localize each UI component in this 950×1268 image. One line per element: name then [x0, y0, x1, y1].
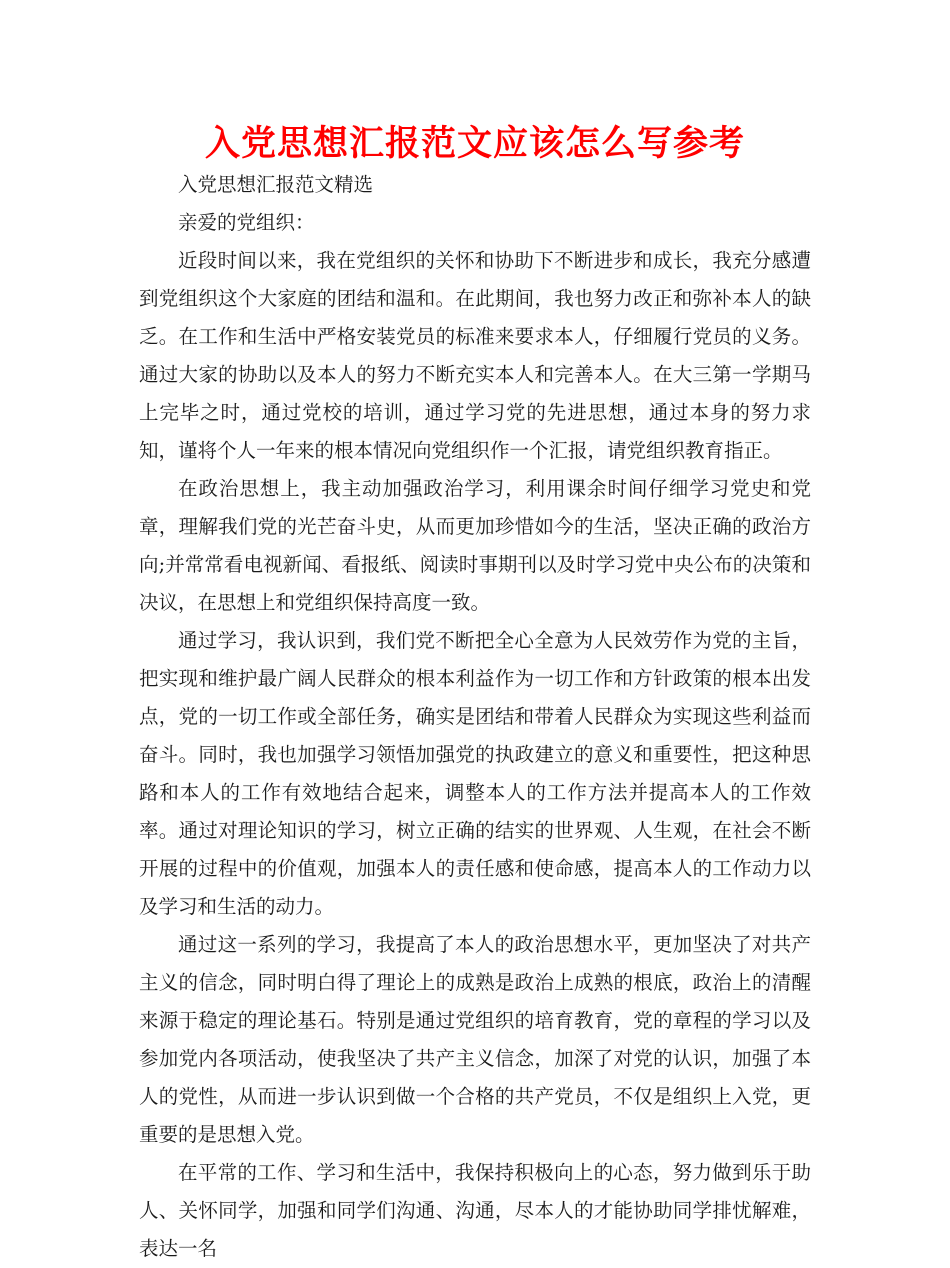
paragraph-political-thought: 在政治思想上，我主动加强政治学习，利用课余时间仔细学习党史和党章，理解我们党的光芒奋斗史，从而更加珍惜如今的生活，坚决正确的政治方向;并常常看电视新闻、看报纸、阅读时事期刊以及时学习党中央公布的决策和决议，在思想上和党组织保持高度一致。 [139, 477, 811, 614]
paragraph-subtitle: 入党思想汇报范文精选 [178, 173, 374, 196]
document-title: 入党思想汇报范文应该怎么写参考 [204, 124, 745, 164]
paragraph-salutation: 亲爱的党组织： [178, 211, 315, 234]
document-body [139, 166, 811, 1268]
paragraph-learning: 通过学习，我认识到，我们党不断把全心全意为人民效劳作为党的主旨，把实现和维护最广阔人民群众的根本利益作为一切工作和方针政策的根本出发点，党的一切工作或全部任务，确实是团结和带着人民群众为实现这些利益而奋斗。同时，我也加强学习领悟加强党的执政建立的意义和重要性，把这种思路和本人的工作有效地结合起来，调整本人的工作方法并提高本人的工作效率。通过对理论知识的学习，树立正确的结实的世界观、人生观，在社会不断开展的过程中的价值观，加强本人的责任感和使命感，提高本人的工作动力以及学习和生活的动力。 [139, 629, 811, 918]
paragraph-beliefs: 通过这一系列的学习，我提高了本人的政治思想水平，更加坚决了对共产主义的信念，同时明白得了理论上的成熟是政治上成熟的根底，政治上的清醒来源于稳定的理论基石。特别是通过党组织的培育教育，党的章程的学习以及参加党内各项活动，使我坚决了共产主义信念，加深了对党的认识，加强了本人的党性，从而进一步认识到做一个合格的共产党员，不仅是组织上入党，更重要的是思想入党。 [139, 933, 811, 1146]
paragraph-daily-life: 在平常的工作、学习和生活中，我保持积极向上的心态，努力做到乐于助人、关怀同学，加强和同学们沟通、沟通，尽本人的才能协助同学排忧解难，表达一名 [139, 1161, 811, 1260]
paragraph-introduction: 近段时间以来，我在党组织的关怀和协助下不断进步和成长，我充分感遭到党组织这个大家庭的团结和温和。在此期间，我也努力改正和弥补本人的缺乏。在工作和生活中严格安装党员的标准来要求本人，仔细履行党员的义务。通过大家的协助以及本人的努力不断充实本人和完善本人。在大三第一学期马上完毕之时，通过党校的培训，通过学习党的先进思想，通过本身的努力求知，谨将个人一年来的根本情况向党组织作一个汇报，请党组织教育指正。 [139, 249, 811, 462]
